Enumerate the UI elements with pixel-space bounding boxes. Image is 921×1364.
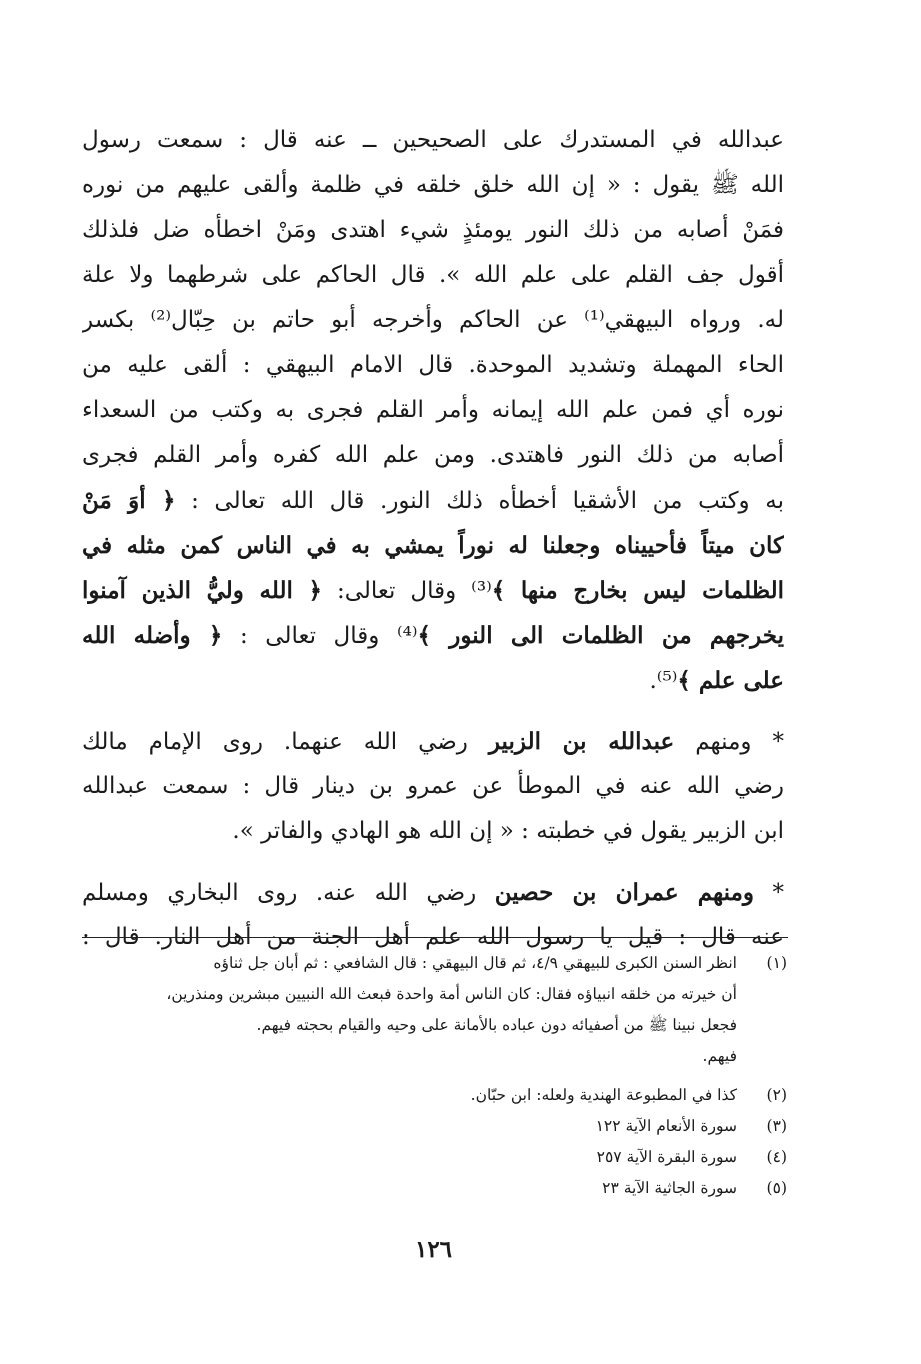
- body-text: ومنهم: [695, 729, 752, 755]
- quran-quote: ﴿ أوَ مَنْ: [82, 487, 176, 514]
- body-text: ⁽⁴⁾ وقال تعالى :: [239, 623, 418, 649]
- body-line: [82, 568, 784, 613]
- star-marker: *: [772, 880, 784, 906]
- footnote-text: كذا في المطبوعة الهندية ولعله: ابن حبّان.: [470, 1086, 737, 1104]
- body-line: أصابه من ذلك النور فاهتدى. ومن علم الله كفره وأمر القلم فجرى: [82, 442, 784, 468]
- footnote-text: أن خيرته من خلقه انبياؤه فقال: كان الناس أمة واحدة فبعث الله النبيين مبشرين ومنذرين،: [166, 985, 737, 1003]
- person-name: عبدالله بن الزبير: [488, 728, 675, 755]
- footnote-number: (٤): [766, 1148, 787, 1166]
- body-line: نوره أي فمن علم الله إيمانه وأمر القلم فجرى به وكتب من السعداء: [82, 397, 784, 423]
- quran-quote: على علم ﴾: [677, 667, 784, 694]
- page-number: ١٢٦: [414, 1236, 453, 1263]
- person-name: ومنهم عمران بن حصين: [494, 879, 755, 906]
- footnote: [90, 1111, 787, 1142]
- body-line: [82, 658, 784, 703]
- quran-quote: يخرجهم من الظلمات الى النور ﴾: [417, 622, 784, 649]
- footnote-number: (٣): [766, 1117, 787, 1135]
- footnotes: [90, 948, 787, 1204]
- footnote: [90, 1173, 787, 1204]
- body-text: ⁽³⁾ وقال تعالى:: [337, 578, 492, 604]
- body-line: أقول جف القلم على علم الله ». قال الحاكم على شرطهما ولا علة: [82, 262, 784, 288]
- quran-quote: ﴿ وأضله الله: [82, 622, 223, 649]
- paragraph-line: [82, 870, 784, 915]
- footnote-text: انظر السنن الكبرى للبيهقي ٤/٩، ثم قال البيهقي : قال الشافعي : ثم أبان جل ثناؤه: [213, 954, 737, 972]
- footnote-text: سورة البقرة الآية ٢٥٧: [596, 1148, 737, 1166]
- main-text: [82, 118, 784, 960]
- body-line: الحاء المهملة وتشديد الموحدة. قال الامام البيهقي : ألقى عليه من: [82, 352, 784, 378]
- paragraph-line: عنه قال : قيل يا رسول الله علم أهل الجنة من أهل النار. قال :: [82, 924, 784, 950]
- footnote: [90, 948, 787, 1072]
- footnote: [90, 1142, 787, 1173]
- body-line: له. ورواه البيهقي⁽¹⁾ عن الحاكم وأخرجه أبو حاتم بن حِبّال⁽²⁾ بكسر: [82, 307, 784, 333]
- quran-quote: الظلمات ليس بخارج منها ﴾: [491, 577, 784, 604]
- body-line: فمَنْ أصابه من ذلك النور يومئذٍ شيء اهتدى ومَنْ اخطأه ضل فلذلك: [82, 217, 784, 243]
- body-line: [82, 478, 784, 523]
- footnote-text: سورة الأنعام الآية ١٢٢: [595, 1117, 737, 1135]
- body-text: ⁽⁵⁾.: [649, 668, 678, 694]
- footnote-number: (١): [766, 954, 787, 972]
- body-text: به وكتب من الأشقيا أخطأه ذلك النور. قال الله تعالى :: [191, 488, 784, 514]
- body-text: رضي الله عنهما. روى الإمام مالك: [82, 729, 468, 755]
- body-line: عبدالله في المستدرك على الصحيحين ــ عنه قال : سمعت رسول: [82, 127, 784, 153]
- body-line: [82, 613, 784, 658]
- footnote-separator: [82, 937, 788, 938]
- star-marker: *: [772, 729, 784, 755]
- body-line: الله ﷺ يقول : « إن الله خلق خلقه في ظلمة وألقى عليهم من نوره: [82, 172, 784, 198]
- footnote-text: فجعل نبينا ﷺ من أصفيائه دون عباده بالأمانة على وحيه والقيام بحجته فيهم.: [256, 1016, 737, 1034]
- quran-quote: ﴿ الله وليُّ الذين آمنوا: [82, 577, 323, 604]
- footnote-text: فيهم.: [702, 1047, 737, 1065]
- footnote-number: (٥): [766, 1179, 787, 1197]
- quran-line: كان ميتاً فأحييناه وجعلنا له نوراً يمشي به في الناس كمن مثله في: [82, 532, 784, 559]
- paragraph-line: ابن الزبير يقول في خطبته : « إن الله هو الهادي والفاتر ».: [232, 818, 784, 844]
- footnote-text: سورة الجاثية الآية ٢٣: [602, 1179, 737, 1197]
- paragraph-line: [82, 719, 784, 764]
- paragraph-line: رضي الله عنه في الموطأ عن عمرو بن دينار قال : سمعت عبدالله: [82, 773, 784, 799]
- body-text: رضي الله عنه. روى البخاري ومسلم: [82, 880, 477, 906]
- footnote: [90, 1080, 787, 1111]
- footnote-number: (٢): [766, 1086, 787, 1104]
